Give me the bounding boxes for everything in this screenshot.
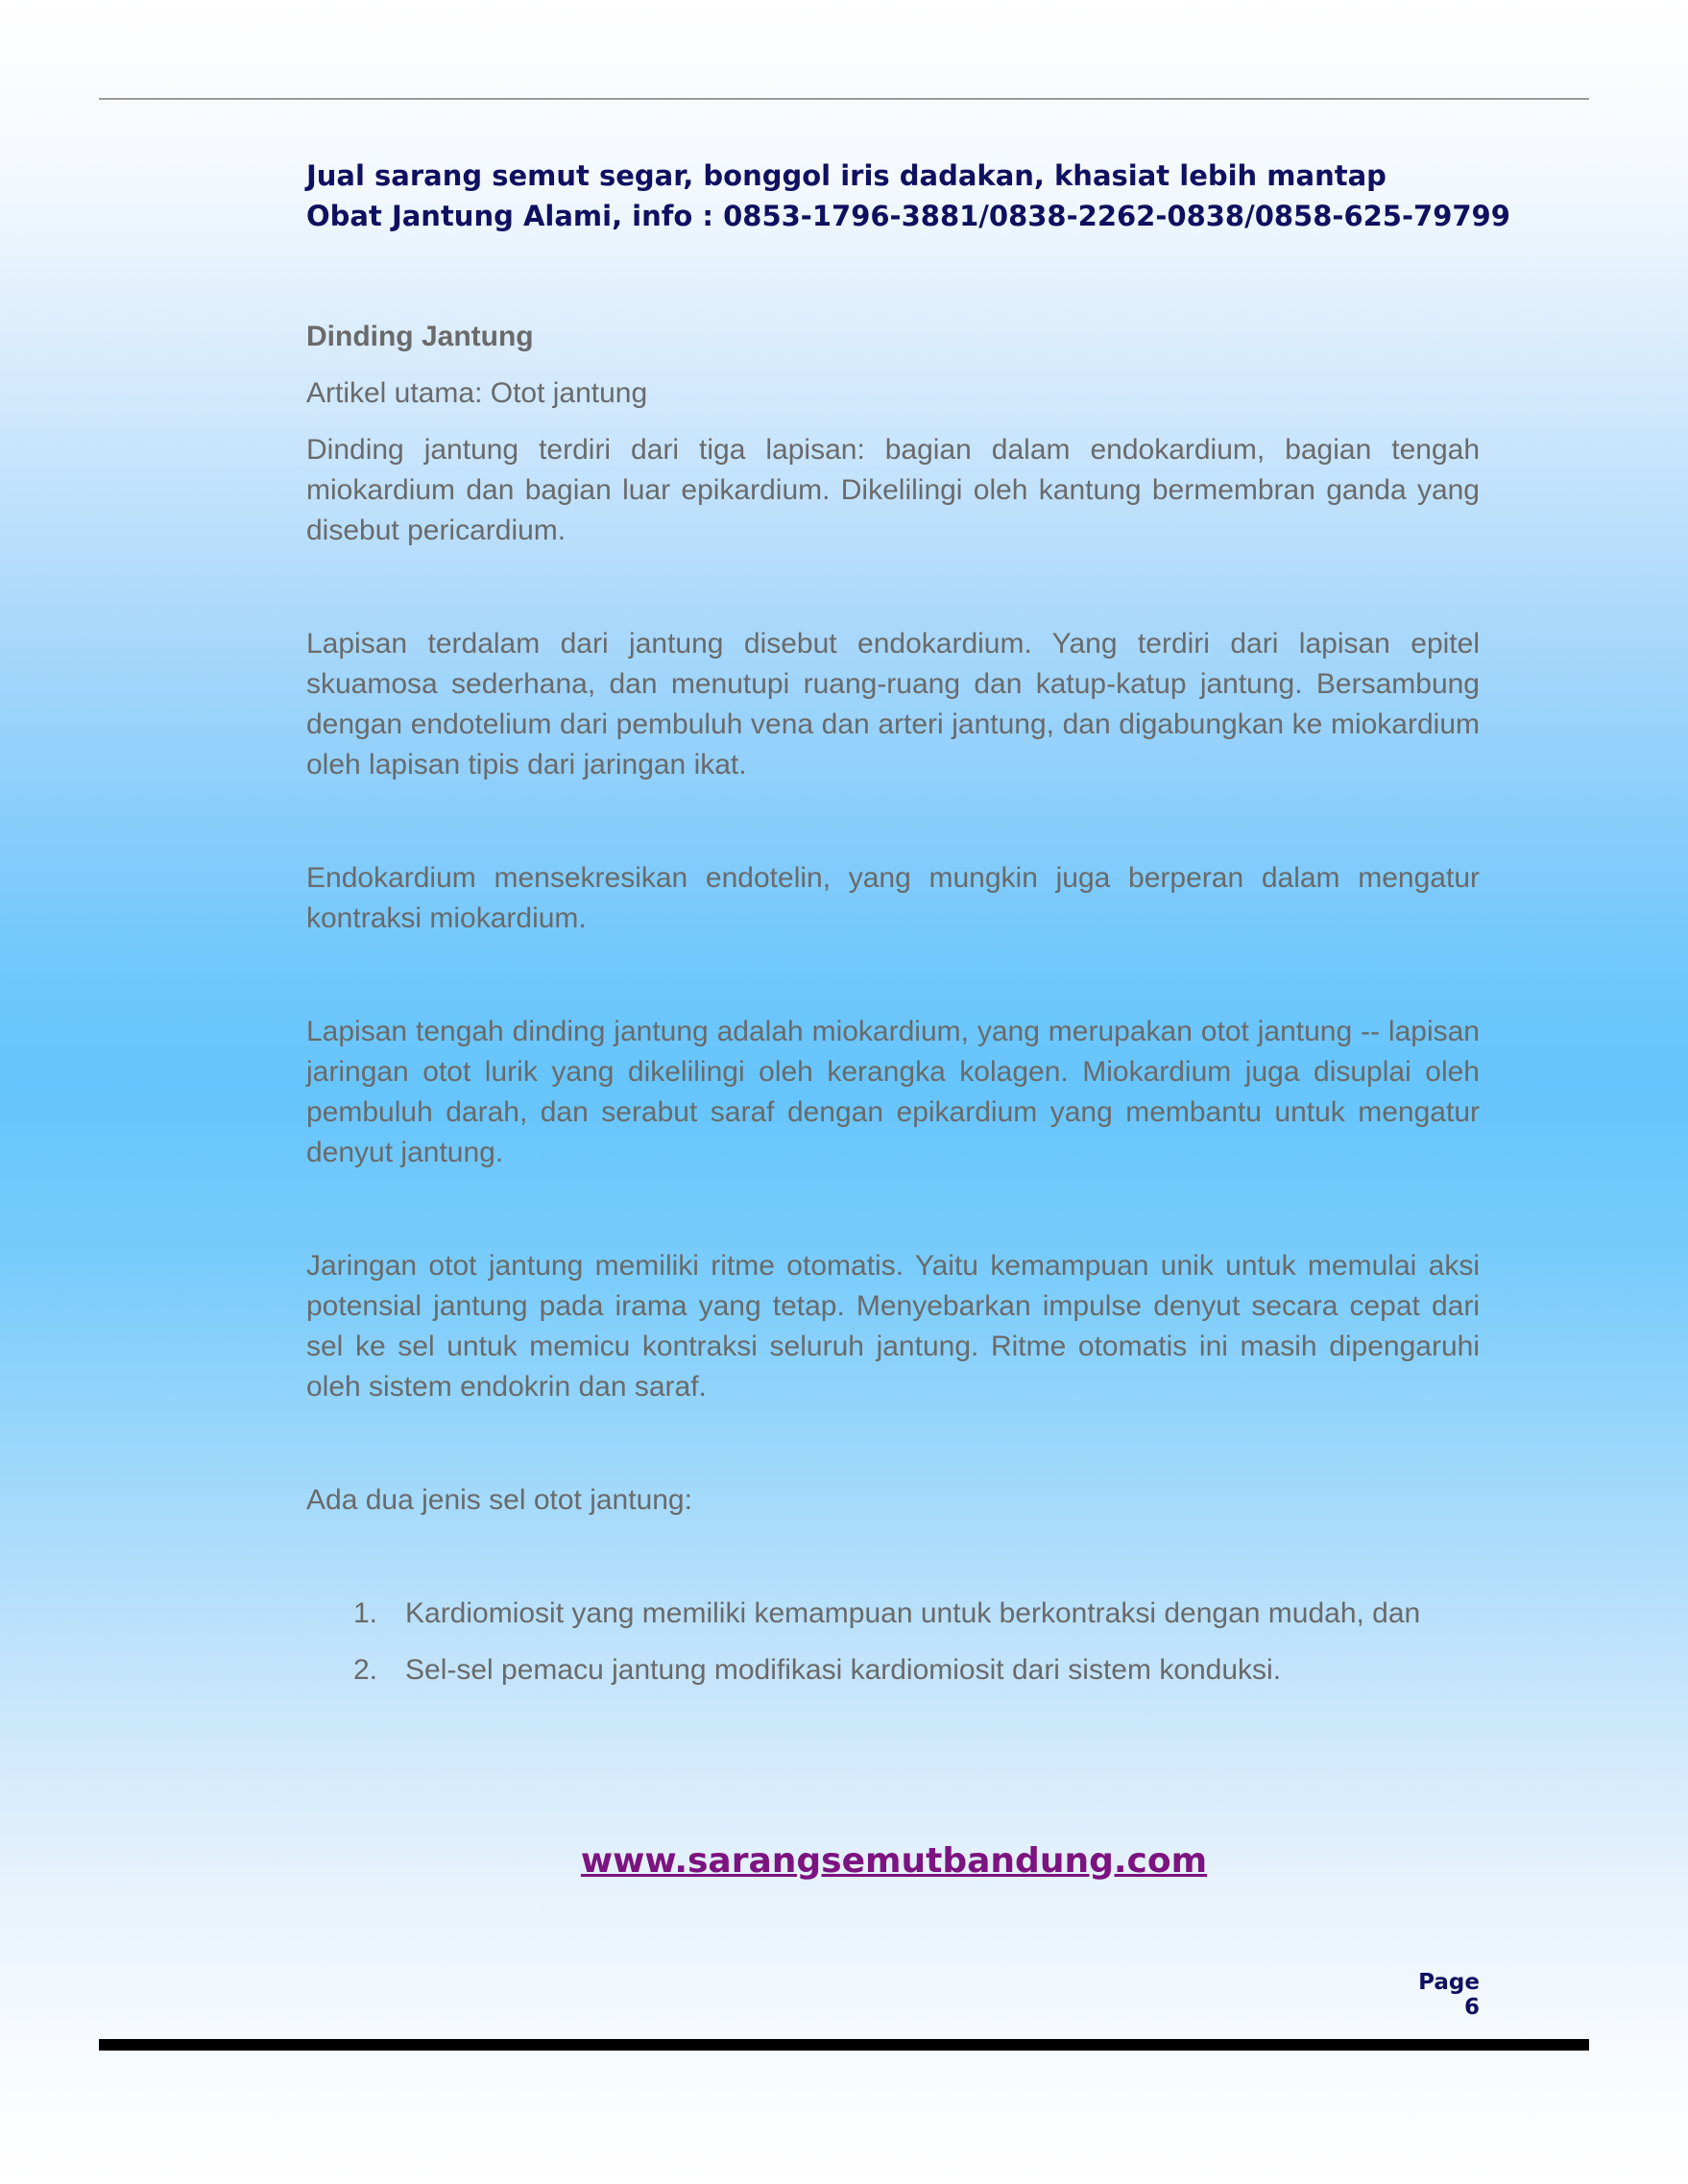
bottom-divider xyxy=(99,2039,1589,2051)
paragraph: Lapisan tengah dinding jantung adalah miokardium, yang merupakan otot jantung -- lapisan jaringan otot lurik yang dikelilingi oleh kerangka kolagen. Miokardium juga disuplai oleh pembuluh darah, dan serabut saraf dengan epikardium yang membantu untuk mengatur denyut jantung. xyxy=(306,1016,1480,1168)
website-link[interactable]: www.sarangsemutbandung.com xyxy=(580,1841,1208,1881)
list-number: 2. xyxy=(353,1654,378,1686)
paragraph: Dinding jantung terdiri dari tiga lapisan: bagian dalam endokardium, bagian tengah miokardium dan bagian luar epikardium. Dikelilingi oleh kantung bermembran ganda yang disebut pericardium. xyxy=(306,434,1480,546)
header-line-2: Obat Jantung Alami, info : 0853-1796-3881/0838-2262-0838/0858-625-79799 xyxy=(306,200,1510,232)
list-number: 1. xyxy=(353,1597,378,1629)
section-title: Dinding Jantung xyxy=(306,321,534,352)
article-body xyxy=(306,317,1480,1707)
paragraph: Ada dua jenis sel otot jantung: xyxy=(306,1484,692,1516)
cell-type-list xyxy=(306,1594,1480,1691)
page-number: Page 6 xyxy=(1418,1970,1480,2020)
list-text: Sel-sel pemacu jantung modifikasi kardiomiosit dari sistem konduksi. xyxy=(405,1654,1282,1686)
paragraph: Lapisan terdalam dari jantung disebut endokardium. Yang terdiri dari lapisan epitel skuamosa sederhana, dan menutupi ruang-ruang dan katup-katup jantung. Bersambung dengan endotelium dari pembuluh vena dan arteri jantung, dan digabungkan ke miokardium oleh lapisan tipis dari jaringan ikat. xyxy=(306,628,1480,780)
top-divider xyxy=(99,98,1589,100)
paragraph: Endokardium mensekresikan endotelin, yang mungkin juga berperan dalam mengatur kontraksi miokardium. xyxy=(306,862,1480,934)
list-item xyxy=(306,1650,1480,1691)
main-article-note: Artikel utama: Otot jantung xyxy=(306,377,648,409)
header-line-1: Jual sarang semut segar, bonggol iris dadakan, khasiat lebih mantap xyxy=(306,159,1387,192)
page-header xyxy=(306,156,1555,236)
list-item xyxy=(306,1594,1480,1634)
paragraph: Jaringan otot jantung memiliki ritme otomatis. Yaitu kemampuan unik untuk memulai aksi potensial jantung pada irama yang tetap. Menyebarkan impulse denyut secara cepat dari sel ke sel untuk memicu kontraksi seluruh jantung. Ritme otomatis ini masih dipengaruhi oleh sistem endokrin dan saraf. xyxy=(306,1250,1480,1403)
list-text: Kardiomiosit yang memiliki kemampuan untuk berkontraksi dengan mudah, dan xyxy=(405,1597,1421,1629)
